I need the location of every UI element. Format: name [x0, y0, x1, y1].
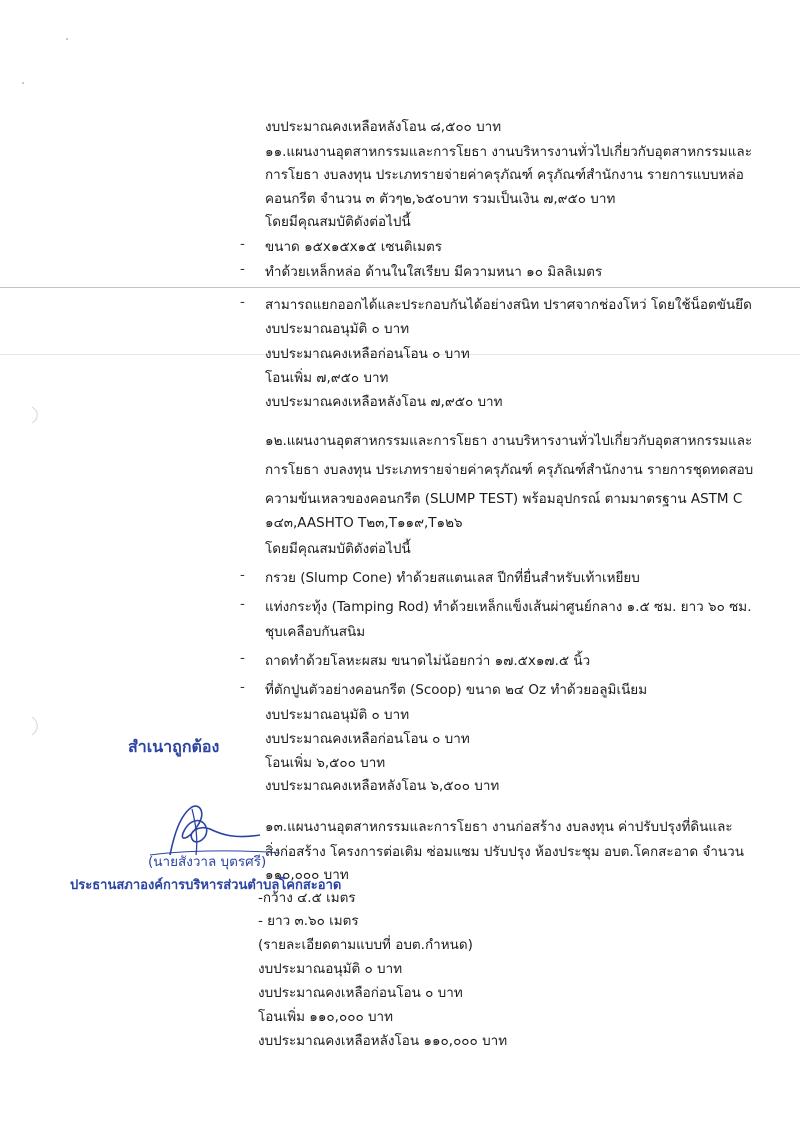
- text-line: ทำด้วยเหล็กหล่อ ด้านในใสเรียบ มีความหนา ๑๐ มิลลิเมตร: [265, 264, 603, 280]
- text-line: งบประมาณคงเหลือหลังโอน ๘,๕๐๐ บาท: [265, 119, 502, 135]
- bullet-dash: -: [240, 567, 245, 583]
- scan-mark: [66, 38, 68, 40]
- text-line: งบประมาณคงเหลือก่อนโอน ๐ บาท: [265, 346, 470, 362]
- text-line: ชุบเคลือบกันสนิม: [265, 624, 366, 640]
- text-line: แท่งกระทุ้ง (Tamping Rod) ทำด้วยเหล็กแข็งเส้นผ่าศูนย์กลาง ๑.๕ ซม. ยาว ๖๐ ซม.: [265, 599, 752, 615]
- text-line: ๑๒.แผนงานอุตสาหกรรมและการโยธา งานบริหารงานทั่วไปเกี่ยวกับอุตสาหกรรมและ: [265, 433, 753, 449]
- text-line: ความข้นเหลวของคอนกรีต (SLUMP TEST) พร้อมอุปกรณ์ ตามมาตรฐาน ASTM C: [265, 491, 743, 507]
- text-line: การโยธา งบลงทุน ประเภทรายจ่ายค่าครุภัณฑ์ ครุภัณฑ์สำนักงาน รายการแบบหล่อ: [265, 167, 744, 183]
- text-line: โอนเพิ่ม ๑๑๐,๐๐๐ บาท: [258, 1009, 394, 1025]
- text-line: งบประมาณคงเหลือหลังโอน ๑๑๐,๐๐๐ บาท: [258, 1033, 508, 1049]
- certified-copy-stamp: สำเนาถูกต้อง: [128, 737, 220, 756]
- signatory-name: (นายสังวาล บุตรศรี): [148, 854, 267, 870]
- text-line: งบประมาณอนุมัติ ๐ บาท: [265, 321, 410, 337]
- bullet-dash: -: [240, 261, 245, 277]
- text-line: งบประมาณอนุมัติ ๐ บาท: [258, 961, 403, 977]
- text-line: ๑๔๓,AASHTO T๒๓,T๑๑๙,T๑๒๖: [265, 515, 463, 531]
- text-line: (รายละเอียดตามแบบที่ อบต.กำหนด): [258, 937, 473, 953]
- text-line: คอนกรีต จำนวน ๓ ตัวๆ๒,๖๕๐บาท รวมเป็นเงิน ๗,๙๕๐ บาท: [265, 191, 616, 207]
- bullet-dash: -: [240, 236, 245, 252]
- text-line: งบประมาณคงเหลือหลังโอน ๗,๙๕๐ บาท: [265, 394, 503, 410]
- text-line: การโยธา งบลงทุน ประเภทรายจ่ายค่าครุภัณฑ์ ครุภัณฑ์สำนักงาน รายการชุดทดสอบ: [265, 462, 754, 478]
- scan-mark: [30, 715, 42, 737]
- text-line: ๑๓.แผนงานอุตสาหกรรมและการโยธา งานก่อสร้าง งบลงทุน ค่าปรับปรุงที่ดินและ: [265, 819, 733, 835]
- bullet-dash: -: [240, 596, 245, 612]
- bullet-dash: -: [240, 650, 245, 666]
- text-line: สามารถแยกออกได้และประกอบกันได้อย่างสนิท ปราศจากช่องโหว่ โดยใช้น็อตขันยึด: [265, 297, 752, 313]
- text-line: โอนเพิ่ม ๖,๕๐๐ บาท: [265, 755, 386, 771]
- signatory-position: ประธานสภาองค์การบริหารส่วนตำบลโคกสะอาด: [70, 878, 342, 893]
- text-line: - ยาว ๓.๖๐ เมตร: [258, 913, 359, 929]
- text-line: โดยมีคุณสมบัติดังต่อไปนี้: [265, 541, 411, 557]
- text-line: โอนเพิ่ม ๗,๙๕๐ บาท: [265, 370, 389, 386]
- scan-rule: [0, 287, 800, 288]
- text-line: งบประมาณคงเหลือก่อนโอน ๐ บาท: [258, 985, 463, 1001]
- text-line: งบประมาณคงเหลือหลังโอน ๖,๕๐๐ บาท: [265, 778, 500, 794]
- text-line: ที่ตักปูนตัวอย่างคอนกรีต (Scoop) ขนาด ๒๔ Oz ทำด้วยอลูมิเนียม: [265, 682, 648, 698]
- text-line: งบประมาณอนุมัติ ๐ บาท: [265, 707, 410, 723]
- text-line: ๑๑๐,๐๐๐ บาท: [265, 867, 349, 883]
- text-line: -กว้าง ๔.๕ เมตร: [258, 890, 356, 906]
- text-line: ๑๑.แผนงานอุตสาหกรรมและการโยธา งานบริหารงานทั่วไปเกี่ยวกับอุตสาหกรรมและ: [265, 144, 752, 160]
- text-line: กรวย (Slump Cone) ทำด้วยสแตนเลส ปีกที่ยื่นสำหรับเท้าเหยียบ: [265, 570, 640, 586]
- bullet-dash: -: [240, 679, 245, 695]
- text-line: งบประมาณคงเหลือก่อนโอน ๐ บาท: [265, 731, 470, 747]
- scan-mark: [22, 82, 24, 84]
- text-line: ถาดทำด้วยโลหะผสม ขนาดไม่น้อยกว่า ๑๗.๕x๑๗.๕ นิ้ว: [265, 653, 591, 669]
- text-line: สิ่งก่อสร้าง โครงการต่อเติม ซ่อมแซม ปรับปรุง ห้องประชุม อบต.โคกสะอาด จำนวน: [265, 844, 744, 860]
- text-line: ขนาด ๑๕x๑๕x๑๕ เซนติเมตร: [265, 239, 443, 255]
- scan-mark: [30, 405, 42, 425]
- text-line: โดยมีคุณสมบัติดังต่อไปนี้: [265, 214, 411, 230]
- bullet-dash: -: [240, 294, 245, 310]
